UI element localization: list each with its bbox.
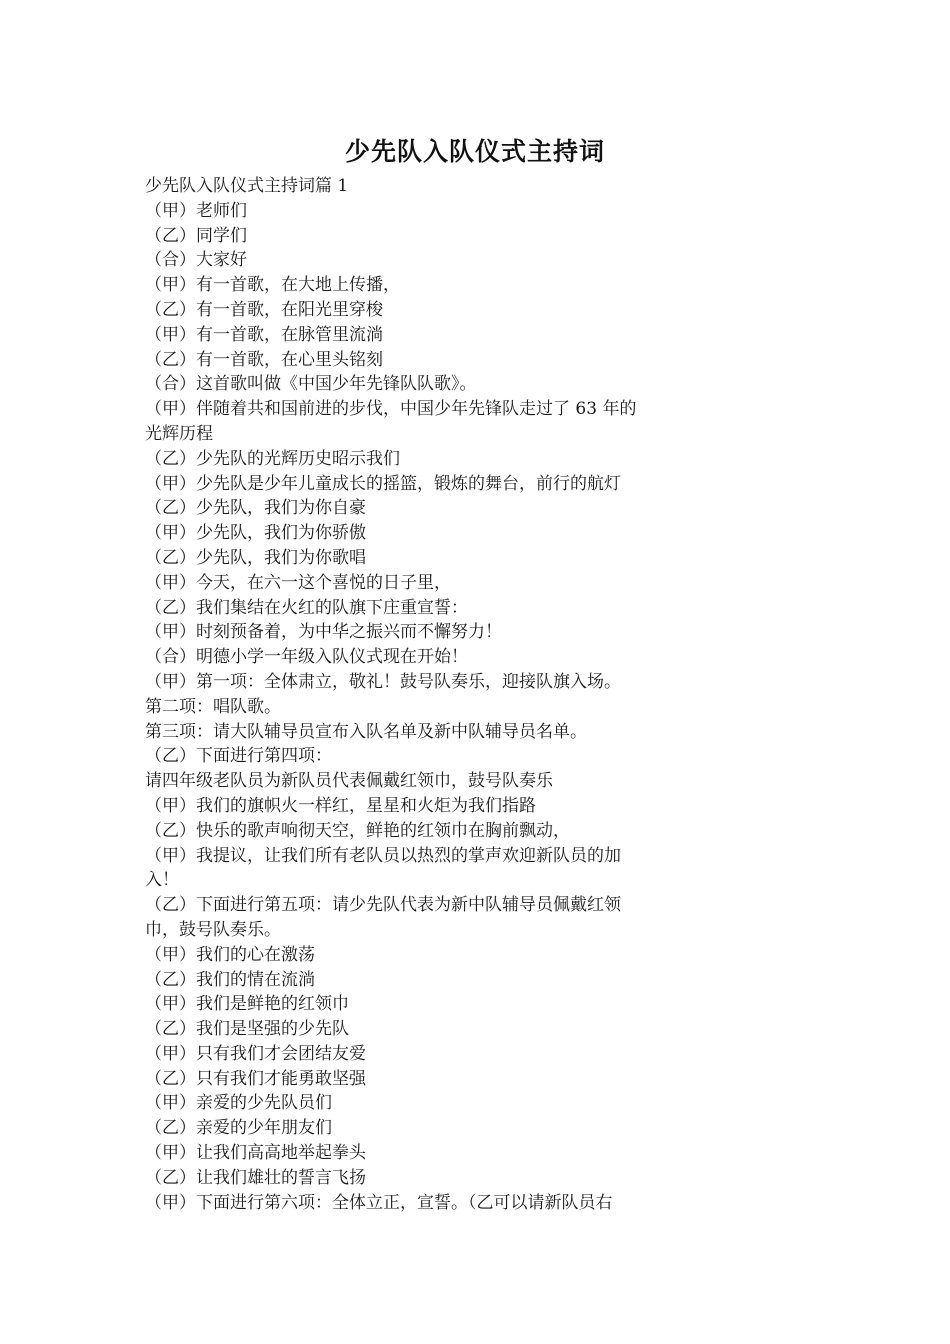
- document-title: 少先队入队仪式主持词: [344, 137, 605, 166]
- text-line: 请四年级老队员为新队员代表佩戴红领巾，鼓号队奏乐: [145, 771, 553, 792]
- text-line: （乙）我们的情在流淌: [145, 969, 315, 990]
- text-line: （乙）同学们: [145, 225, 247, 246]
- text-line: （乙）下面进行第五项：请少先队代表为新中队辅导员佩戴红领: [145, 895, 621, 916]
- text-line: （甲）今天，在六一这个喜悦的日子里，: [145, 572, 451, 593]
- text-line: （甲）我们的心在激荡: [145, 944, 315, 965]
- text-line: （甲）老师们: [145, 200, 247, 221]
- text-line: （乙）下面进行第四项：: [145, 746, 332, 767]
- text-line: （甲）有一首歌，在脉管里流淌: [145, 324, 383, 345]
- text-line: 少先队入队仪式主持词篇 1: [145, 176, 349, 196]
- text-line: （甲）亲爱的少先队员们: [145, 1093, 332, 1114]
- text-line: （乙）少先队，我们为你自豪: [145, 498, 366, 519]
- text-line: 光辉历程: [145, 423, 213, 444]
- text-line: （乙）我们是坚强的少先队: [145, 1019, 349, 1040]
- text-line: （乙）我们集结在火红的队旗下庄重宣誓：: [145, 597, 468, 618]
- text-line: （乙）少先队的光辉历史昭示我们: [145, 448, 400, 469]
- document-body: [145, 174, 705, 1215]
- text-line: （合）这首歌叫做《中国少年先锋队队歌》。: [145, 374, 477, 395]
- text-line: （合）明德小学一年级入队仪式现在开始！: [145, 647, 468, 668]
- text-line: （甲）时刻预备着，为中华之振兴而不懈努力！: [145, 622, 502, 643]
- text-line: 第二项：唱队歌。: [145, 696, 281, 717]
- text-line: （乙）有一首歌，在心里头铭刻: [145, 349, 383, 370]
- text-line: （甲）我们的旗帜火一样红，星星和火炬为我们指路: [145, 795, 536, 816]
- text-line: （合）大家好: [145, 250, 247, 271]
- text-line: 第三项：请大队辅导员宣布入队名单及新中队辅导员名单。: [145, 721, 587, 742]
- text-line: （甲）少先队是少年儿童成长的摇篮，锻炼的舞台，前行的航灯: [145, 473, 621, 494]
- text-line: （甲）伴随着共和国前进的步伐，中国少年先锋队走过了 63 年的: [145, 399, 637, 420]
- text-line: （甲）我们是鲜艳的红领巾: [145, 994, 349, 1015]
- text-line: 入！: [145, 870, 179, 891]
- text-line: （甲）少先队，我们为你骄傲: [145, 523, 366, 544]
- text-line: （甲）我提议，让我们所有老队员以热烈的掌声欢迎新队员的加: [145, 845, 621, 866]
- text-line: （乙）亲爱的少年朋友们: [145, 1118, 332, 1139]
- text-line: （甲）让我们高高地举起拳头: [145, 1143, 366, 1164]
- text-line: （乙）快乐的歌声响彻天空，鲜艳的红领巾在胸前飘动，: [145, 820, 570, 841]
- text-line: （乙）有一首歌，在阳光里穿梭: [145, 299, 383, 320]
- text-line: （乙）让我们雄壮的誓言飞扬: [145, 1167, 366, 1188]
- text-line: （甲）只有我们才会团结友爱: [145, 1043, 366, 1064]
- text-line: （甲）第一项：全体肃立，敬礼！鼓号队奏乐，迎接队旗入场。: [145, 671, 621, 692]
- text-line: （甲）下面进行第六项：全体立正，宣誓。（乙可以请新队员右: [145, 1192, 613, 1213]
- text-line: 巾，鼓号队奏乐。: [145, 919, 281, 940]
- text-line: （乙）少先队，我们为你歌唱: [145, 547, 366, 568]
- text-line: （甲）有一首歌，在大地上传播，: [145, 275, 400, 296]
- text-line: （乙）只有我们才能勇敢坚强: [145, 1068, 366, 1089]
